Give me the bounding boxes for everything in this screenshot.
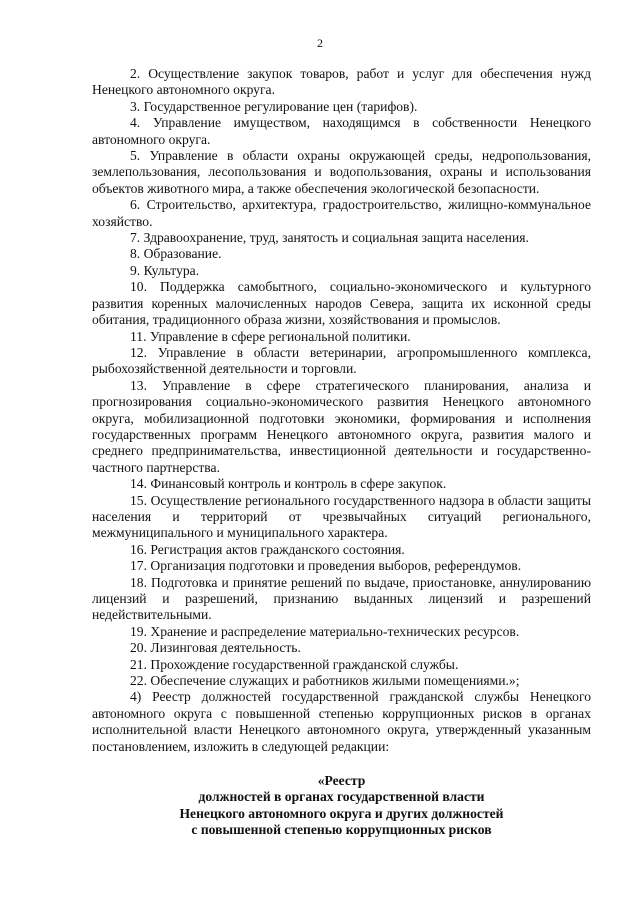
- heading-line-4: с повышенной степенью коррупционных рисков: [191, 822, 492, 838]
- list-item-16: 16. Регистрация актов гражданского состояния.: [130, 541, 405, 557]
- amendment-paragraph-4: 4) Реестр должностей государственной гражданской службы Ненецкого автономного округа с повышенной степенью коррупционных рисков в органах исполнительной власти Ненецкого автономного округа, утвержденный указанным постановлением, изложить в следующей редакции:: [92, 689, 591, 754]
- list-item-18: 18. Подготовка и принятие решений по выдаче, приостановке, аннулированию лицензий и разрешений, признанию выданных лицензий и разрешений недействительными.: [92, 574, 591, 623]
- registry-heading: [92, 773, 591, 839]
- list-item-4: 4. Управление имуществом, находящимся в собственности Ненецкого автономного округа.: [92, 115, 591, 147]
- document-body: [92, 66, 591, 755]
- heading-line-2: должностей в органах государственной власти: [198, 789, 485, 805]
- list-item-11: 11. Управление в сфере региональной политики.: [130, 328, 411, 344]
- heading-line-3: Ненецкого автономного округа и других должностей: [179, 805, 504, 821]
- page-number: 2: [317, 36, 323, 50]
- list-item-5: 5. Управление в области охраны окружающей среды, недропользования, землепользования, лесопользования и водопользования, охраны и использования объектов животного мира, а также обеспечения экологической безопасности.: [92, 148, 591, 196]
- list-item-12: 12. Управление в области ветеринарии, агропромышленного комплекса, рыбохозяйственной деятельности и торговли.: [92, 344, 591, 377]
- list-item-10: 10. Поддержка самобытного, социально-экономического и культурного развития коренных малочисленных народов Севера, защита их исконной среды обитания, традиционного образа жизни, хозяйствования и промыслов.: [92, 279, 591, 328]
- list-item-7: 7. Здравоохранение, труд, занятость и социальная защита населения.: [130, 230, 529, 246]
- list-item-14: 14. Финансовый контроль и контроль в сфере закупок.: [130, 476, 447, 492]
- list-item-2: 2. Осуществление закупок товаров, работ и услуг для обеспечения нужд Ненецкого автономного округа.: [92, 66, 591, 98]
- list-item-20: 20. Лизинговая деятельность.: [130, 640, 301, 656]
- list-item-21: 21. Прохождение государственной гражданской службы.: [130, 656, 459, 672]
- list-item-8: 8. Образование.: [130, 246, 222, 262]
- list-item-6: 6. Строительство, архитектура, градостроительство, жилищно-коммунальное хозяйство.: [92, 197, 591, 229]
- list-item-17: 17. Организация подготовки и проведения выборов, референдумов.: [130, 558, 522, 574]
- list-item-19: 19. Хранение и распределение материально-технических ресурсов.: [130, 623, 520, 639]
- list-item-9: 9. Культура.: [130, 262, 200, 278]
- list-item-13: 13. Управление в сфере стратегического планирования, анализа и прогнозирования социально-экономического развития Ненецкого автономного округа, мобилизационной подготовки экономики, формирования и исполнения государственных программ Ненецкого автономного округа, развития малого и среднего предпринимательства, инвестиционной деятельности и государственно-частного партнерства.: [92, 377, 591, 475]
- list-item-15: 15. Осуществление регионального государственного надзора в области защиты населения и территорий от чрезвычайных ситуаций регионального, межмуниципального и муниципального характера.: [92, 492, 591, 541]
- heading-line-1: «Реестр: [317, 773, 366, 788]
- list-item-22: 22. Обеспечение служащих и работников жилыми помещениями.»;: [130, 673, 520, 689]
- list-item-3: 3. Государственное регулирование цен (тарифов).: [130, 98, 418, 114]
